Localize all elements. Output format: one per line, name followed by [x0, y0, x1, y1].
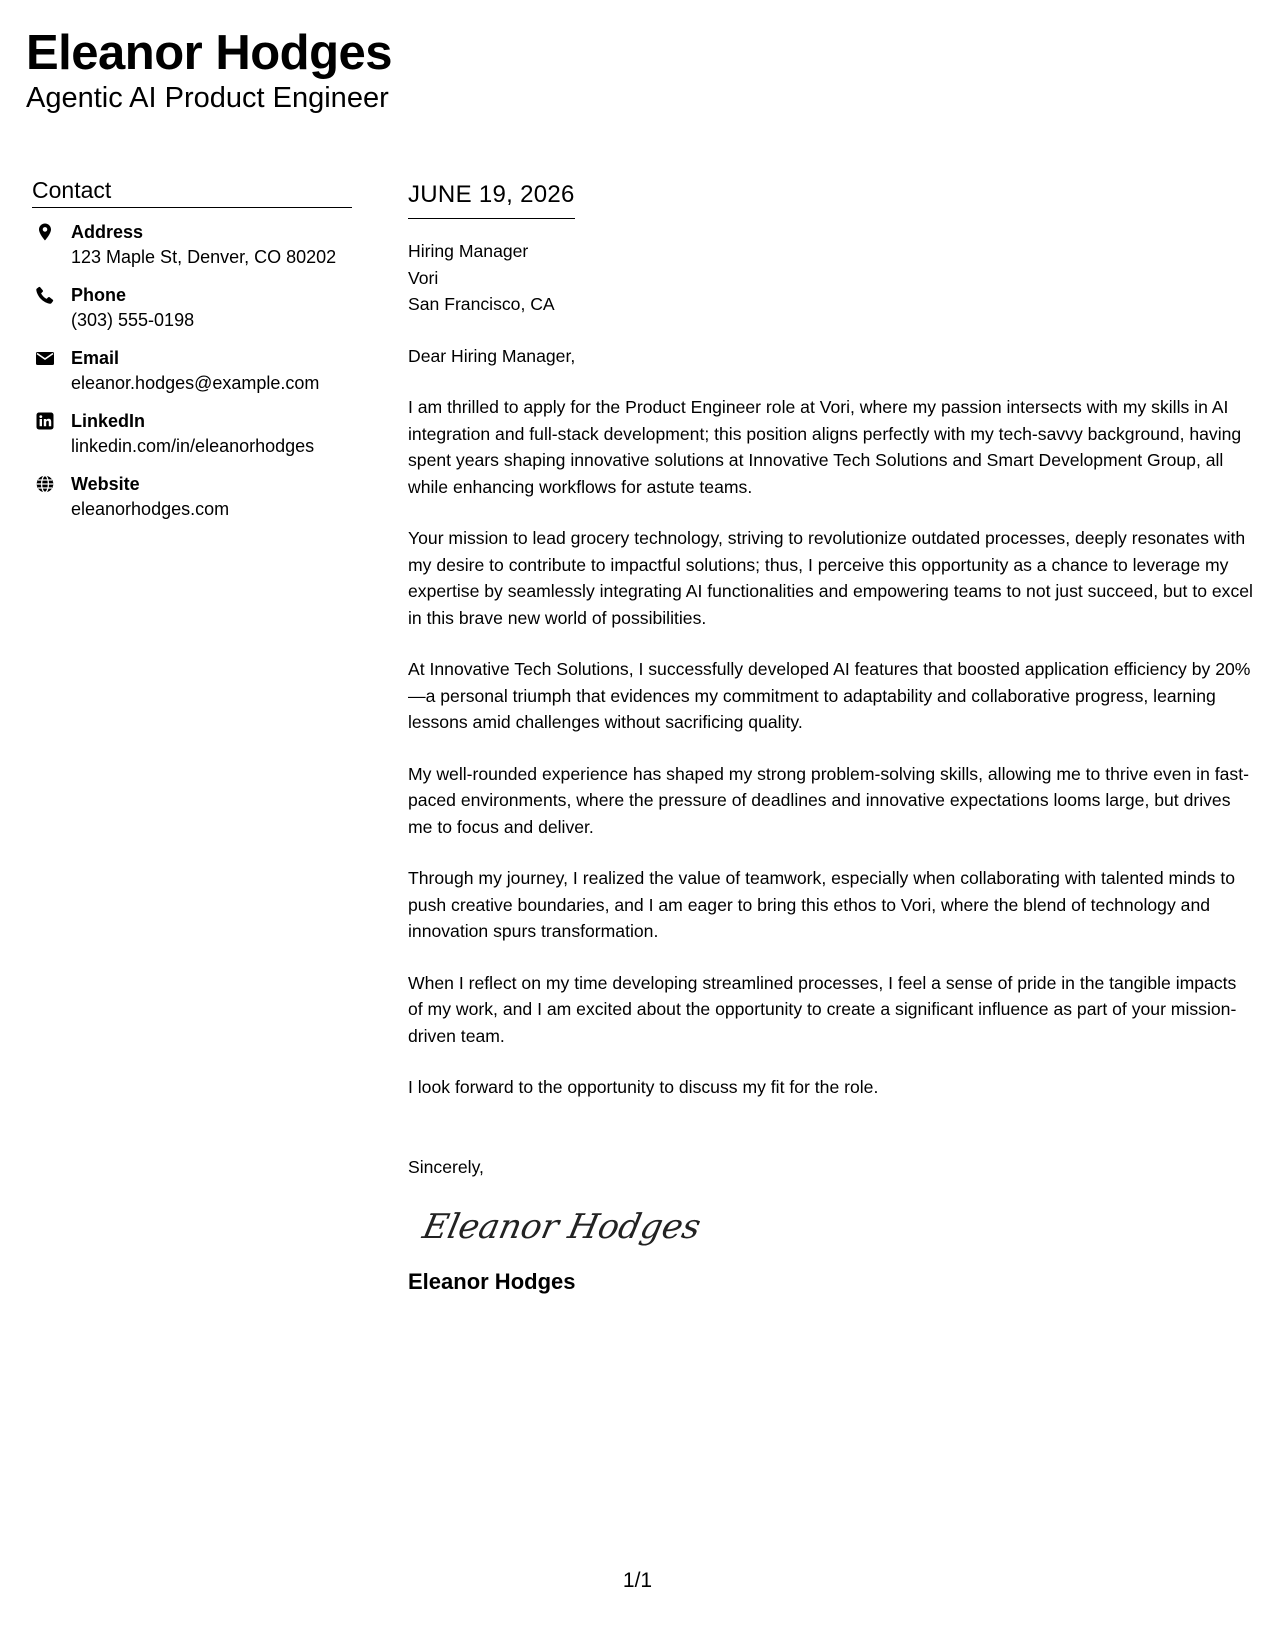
contact-label: Phone	[71, 285, 127, 305]
contact-value-address: 123 Maple St, Denver, CO 80202	[71, 247, 337, 267]
contact-item-website	[32, 472, 352, 535]
linkedin-icon	[35, 411, 55, 431]
contact-label: Email	[71, 348, 120, 368]
envelope-icon	[35, 348, 55, 368]
phone-icon	[35, 285, 55, 305]
page-number: 1/1	[622, 1569, 653, 1592]
letter-body	[408, 178, 1253, 1296]
contact-value-phone: (303) 555-0198	[71, 310, 195, 330]
signature-glyphs: Eleanor Hodges	[419, 1207, 705, 1247]
contact-item-email	[32, 346, 352, 409]
contact-title: Contact	[32, 176, 352, 208]
handwritten-signature	[420, 1196, 1253, 1256]
contact-value-email[interactable]: eleanor.hodges@example.com	[71, 373, 320, 393]
body-paragraph: I look forward to the opportunity to discuss my fit for the role.	[408, 1077, 879, 1097]
recipient-line: San Francisco, CA	[408, 294, 555, 314]
body-paragraph: I am thrilled to apply for the Product Engineer role at Vori, where my passion intersects with my skills in AI integration and full-stack development; this position aligns perfectly with my tech-savvy background, having spent years shaping innovative solutions at Innovative Tech Solutions and Smart Development Group, all while enhancing workflows for astute teams.	[408, 397, 1242, 497]
map-pin-icon	[35, 222, 55, 242]
applicant-role: Agentic AI Product Engineer	[26, 82, 389, 114]
contact-item-address	[32, 220, 352, 283]
contact-label: LinkedIn	[71, 411, 146, 431]
salutation: Dear Hiring Manager,	[408, 345, 576, 366]
recipient-block	[408, 238, 1253, 318]
body-paragraph: Your mission to lead grocery technology, striving to revolutionize outdated processes, deeply resonates with my desire to contribute to impactful solutions; thus, I perceive this opportunity as a chance to leverage my expertise by seamlessly integrating AI functionalities and empowering teams to not just succeed, but to excel in this brave new world of possibilities.	[408, 528, 1253, 628]
letter-header	[26, 22, 392, 114]
contact-item-phone	[32, 283, 352, 346]
body-paragraph: When I reflect on my time developing streamlined processes, I feel a sense of pride in the tangible impacts of my work, and I am excited about the opportunity to create a significant influence as part of your mission-driven team.	[408, 972, 1237, 1046]
body-paragraph: At Innovative Tech Solutions, I successfully developed AI features that boosted application efficiency by 20%—a personal triumph that evidences my commitment to adaptability and collaborative progress, learning lessons amid challenges without sacrificing quality.	[408, 659, 1251, 732]
body-paragraph: Through my journey, I realized the value of teamwork, especially when collaborating with talented minds to push creative boundaries, and I am eager to bring this ethos to Vori, where the blend of technology and innovation spurs transformation.	[408, 868, 1236, 941]
contact-value-website[interactable]: eleanorhodges.com	[71, 499, 230, 519]
body-paragraph: My well-rounded experience has shaped my strong problem-solving skills, allowing me to thrive even in fast-paced environments, where the pressure of deadlines and innovative expectations looms large, but drives me to focus and deliver.	[408, 763, 1249, 837]
contact-label: Address	[71, 222, 144, 242]
letter-date: JUNE 19, 2026	[408, 178, 575, 219]
globe-icon	[35, 474, 55, 494]
contact-label: Website	[71, 474, 140, 494]
signed-name: Eleanor Hodges	[408, 1269, 576, 1294]
recipient-line: Hiring Manager	[408, 241, 529, 261]
contact-sidebar	[32, 176, 352, 535]
closing: Sincerely,	[408, 1156, 484, 1177]
recipient-line: Vori	[408, 267, 439, 288]
contact-item-linkedin	[32, 409, 352, 472]
contact-value-linkedin[interactable]: linkedin.com/in/eleanorhodges	[71, 436, 315, 456]
applicant-name: Eleanor Hodges	[26, 26, 393, 80]
